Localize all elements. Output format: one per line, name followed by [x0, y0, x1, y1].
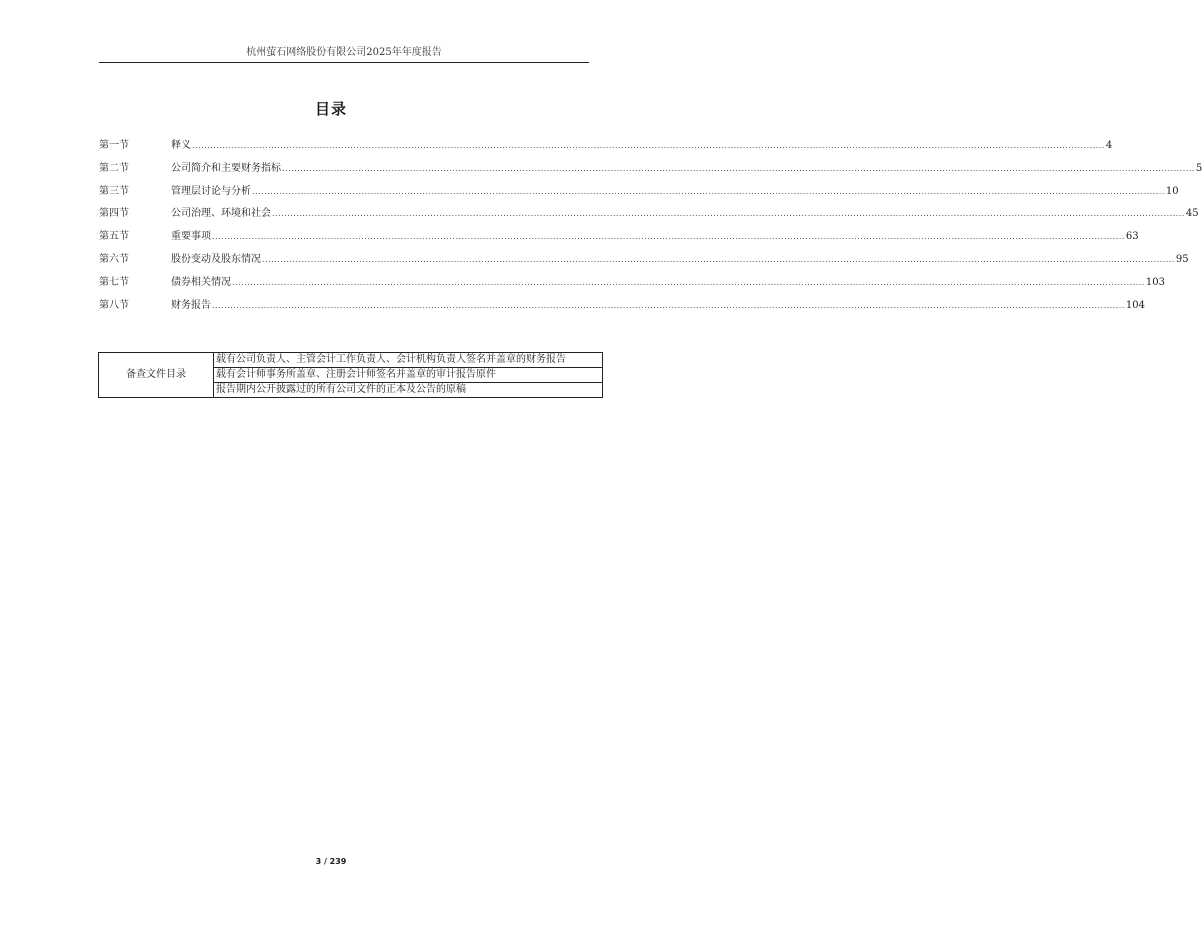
toc-entry-title: 管理层讨论与分析 [171, 185, 251, 197]
table-of-contents [99, 135, 1202, 317]
toc-title: 目录 [314, 100, 347, 118]
toc-entry-title: 股份变动及股东情况 [171, 253, 261, 265]
toc-dot-leader: ............................................................................................................................................................................................................................................................................................................ [232, 277, 1145, 287]
reference-documents-label: 备查文件目录 [99, 353, 214, 398]
toc-entry-page: 103 [1145, 276, 1165, 288]
toc-dot-leader: ............................................................................................................................................................................................................................................................................................................ [282, 163, 1195, 173]
toc-entry-number: 第七节 [99, 276, 129, 288]
toc-entry[interactable] [99, 272, 1165, 295]
toc-entry[interactable] [99, 249, 1189, 272]
toc-entry-number: 第八节 [99, 299, 129, 311]
toc-entry-title: 重要事项 [171, 231, 211, 243]
toc-entry[interactable] [99, 295, 1145, 318]
toc-entry-number: 第一节 [99, 140, 129, 151]
toc-entry-title: 债券相关情况 [171, 276, 231, 288]
toc-entry-number: 第五节 [99, 231, 129, 243]
toc-entry-title: 释义 [171, 140, 191, 151]
toc-entry[interactable] [99, 203, 1199, 226]
toc-dot-leader: ............................................................................................................................................................................................................................................................................................................ [192, 141, 1105, 150]
toc-entry[interactable] [99, 181, 1179, 204]
header-divider [99, 62, 589, 63]
reference-documents-table [98, 352, 603, 398]
table-row [99, 353, 603, 368]
toc-dot-leader: ............................................................................................................................................................................................................................................................................................................ [272, 209, 1185, 219]
reference-document-item: 载有会计师事务所盖章、注册会计师签名并盖章的审计报告原件 [214, 368, 603, 383]
toc-entry-number: 第四节 [99, 208, 129, 220]
toc-entry-page: 10 [1165, 185, 1179, 197]
toc-dot-leader: ............................................................................................................................................................................................................................................................................................................ [252, 186, 1165, 196]
toc-entry-page: 45 [1185, 208, 1199, 220]
toc-entry-page: 4 [1105, 140, 1113, 151]
reference-document-item: 报告期内公开披露过的所有公司文件的正本及公告的原稿 [214, 383, 603, 398]
toc-dot-leader: ............................................................................................................................................................................................................................................................................................................ [212, 300, 1125, 310]
toc-entry-title: 财务报告 [171, 299, 211, 311]
toc-entry-page: 104 [1125, 299, 1145, 311]
toc-entry-number: 第三节 [99, 185, 129, 197]
toc-dot-leader: ............................................................................................................................................................................................................................................................................................................ [212, 232, 1125, 242]
toc-entry-page: 5 [1195, 162, 1202, 174]
page-number: 3 / 239 [315, 857, 347, 866]
toc-entry[interactable] [99, 226, 1139, 249]
toc-entry-page: 95 [1175, 253, 1189, 265]
toc-entry[interactable] [99, 135, 1113, 158]
toc-entry-page: 63 [1125, 231, 1139, 243]
toc-entry-number: 第六节 [99, 253, 129, 265]
toc-entry-title: 公司治理、环境和社会 [171, 208, 271, 220]
reference-document-item: 载有公司负责人、主管会计工作负责人、会计机构负责人签名并盖章的财务报告 [214, 353, 603, 368]
toc-dot-leader: ............................................................................................................................................................................................................................................................................................................ [262, 254, 1175, 264]
page-header: 杭州萤石网络股份有限公司2025年年度报告 [246, 47, 442, 58]
toc-entry[interactable] [99, 158, 1202, 181]
toc-entry-title: 公司简介和主要财务指标 [171, 162, 281, 174]
toc-entry-number: 第二节 [99, 162, 129, 174]
